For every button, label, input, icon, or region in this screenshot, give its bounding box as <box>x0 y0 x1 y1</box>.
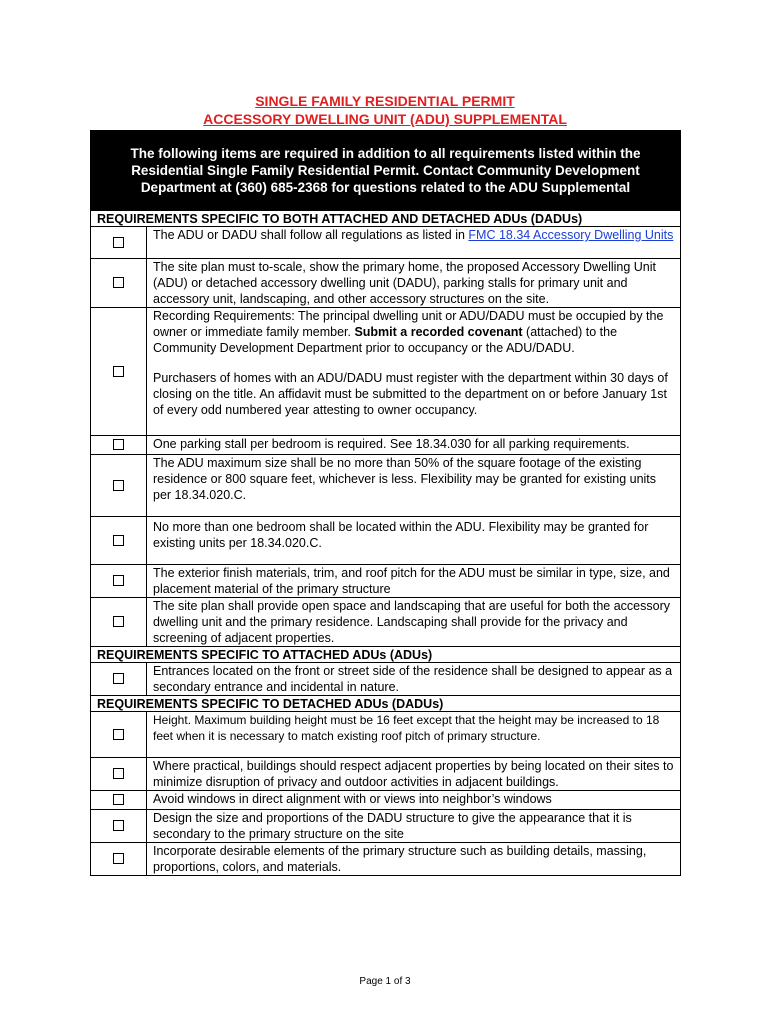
requirement-text: Avoid windows in direct alignment with or views into neighbor’s windows <box>147 791 681 810</box>
section-header-attached <box>91 647 681 663</box>
title-line-1: SINGLE FAMILY RESIDENTIAL PERMIT <box>255 93 515 109</box>
banner-line-3: Department at (360) 685-2368 for questions related to the ADU Supplemental <box>140 180 631 195</box>
requirement-row <box>91 712 681 758</box>
requirement-text: The ADU maximum size shall be no more than 50% of the square footage of the existing residence or 800 square feet, whichever is less. Flexibility may be granted for existing units per 18.34.020.C. <box>147 455 681 517</box>
regulations-text: The ADU or DADU shall follow all regulations as listed in <box>153 228 469 242</box>
requirement-text: Design the size and proportions of the DADU structure to give the appearance that it is secondary to the primary structure on the site <box>147 810 681 843</box>
requirement-row <box>91 791 681 810</box>
section-title: REQUIREMENTS SPECIFIC TO ATTACHED ADUs (ADUs) <box>91 647 681 663</box>
requirement-text: Entrances located on the front or street side of the residence shall be designed to appear as a secondary entrance and incidental in nature. <box>147 663 681 696</box>
banner-line-1: The following items are required in addition to all requirements listed within the <box>130 146 641 161</box>
checkbox-incorporate[interactable] <box>113 853 124 864</box>
requirements-table <box>90 130 681 876</box>
checkbox-exterior[interactable] <box>113 575 124 586</box>
page-number: Page 1 of 3 <box>359 976 411 987</box>
recorded-covenant-emphasis: Submit a recorded covenant <box>354 325 523 339</box>
requirement-text <box>147 308 681 436</box>
requirement-row <box>91 843 681 876</box>
recording-requirements-text <box>153 308 676 356</box>
requirement-row <box>91 598 681 647</box>
section-title: REQUIREMENTS SPECIFIC TO DETACHED ADUs (DADUs) <box>91 696 681 712</box>
fmc-18-34-link[interactable]: FMC 18.34 Accessory Dwelling Units <box>468 228 674 242</box>
requirement-text: The exterior finish materials, trim, and roof pitch for the ADU must be similar in type, size, and placement material of the primary structure <box>147 565 681 598</box>
requirement-row <box>91 259 681 308</box>
instructions-banner <box>91 131 681 211</box>
requirement-text: Where practical, buildings should respect adjacent properties by being located on their sites to minimize disruption of privacy and outdoor activities in adjacent buildings. <box>147 758 681 791</box>
requirement-row <box>91 663 681 696</box>
recording-text-start: Recording Requirements: The principal dwelling unit or ADU/DADU must be occupied by the owner or immediate family member. <box>153 309 664 339</box>
checkbox-recording[interactable] <box>113 366 124 377</box>
requirement-text: No more than one bedroom shall be located within the ADU. Flexibility may be granted for existing units per 18.34.020.C. <box>147 517 681 565</box>
checkbox-open-space[interactable] <box>113 616 124 627</box>
checkbox-height[interactable] <box>113 729 124 740</box>
checkbox-site-plan[interactable] <box>113 277 124 288</box>
checkbox-design[interactable] <box>113 820 124 831</box>
requirement-row <box>91 455 681 517</box>
requirement-row <box>91 758 681 791</box>
checkbox-entrances[interactable] <box>113 673 124 684</box>
requirement-text <box>147 227 681 259</box>
requirement-row <box>91 227 681 259</box>
checkbox-windows[interactable] <box>113 794 124 805</box>
recording-text-end: (attached) to the Community Development Department prior to occupancy or the ADU/DADU. <box>153 325 618 355</box>
section-header-detached <box>91 696 681 712</box>
requirement-text: Height. Maximum building height must be 16 feet except that the height may be increased to 18 feet when it is necessary to match existing roof pitch of primary structure. <box>147 712 681 758</box>
banner-line-2: Residential Single Family Residential Permit. Contact Community Development <box>131 163 640 178</box>
requirement-row <box>91 517 681 565</box>
title-line-2: ACCESSORY DWELLING UNIT (ADU) SUPPLEMENTAL <box>203 111 567 127</box>
purchasers-text: Purchasers of homes with an ADU/DADU must register with the department within 30 days of closing on the title. An affidavit must be submitted to the department on or before January 1st of every odd numbered year attesting to owner occupancy. <box>153 371 668 417</box>
requirement-row <box>91 308 681 436</box>
requirement-row <box>91 565 681 598</box>
section-header-both <box>91 211 681 227</box>
requirement-text: The site plan must to-scale, show the primary home, the proposed Accessory Dwelling Unit (ADU) or detached accessory dwelling unit (DADU), parking stalls for primary unit and accessory unit, landscaping, and other accessory structures on the site. <box>147 259 681 308</box>
requirement-row <box>91 436 681 455</box>
requirement-text: Incorporate desirable elements of the primary structure such as building details, massing, proportions, colors, and materials. <box>147 843 681 876</box>
checkbox-placement[interactable] <box>113 768 124 779</box>
requirement-row <box>91 810 681 843</box>
checkbox-parking[interactable] <box>113 439 124 450</box>
requirement-text: One parking stall per bedroom is required. See 18.34.030 for all parking requirements. <box>147 436 681 455</box>
section-title: REQUIREMENTS SPECIFIC TO BOTH ATTACHED AND DETACHED ADUs (DADUs) <box>91 211 681 227</box>
checkbox-max-size[interactable] <box>113 480 124 491</box>
checkbox-regulations[interactable] <box>113 237 124 248</box>
checkbox-bedroom[interactable] <box>113 535 124 546</box>
requirement-text: The site plan shall provide open space and landscaping that are useful for both the accessory dwelling unit and the primary residence. Landscaping shall provide for the privacy and screening of adjacent properties. <box>147 598 681 647</box>
